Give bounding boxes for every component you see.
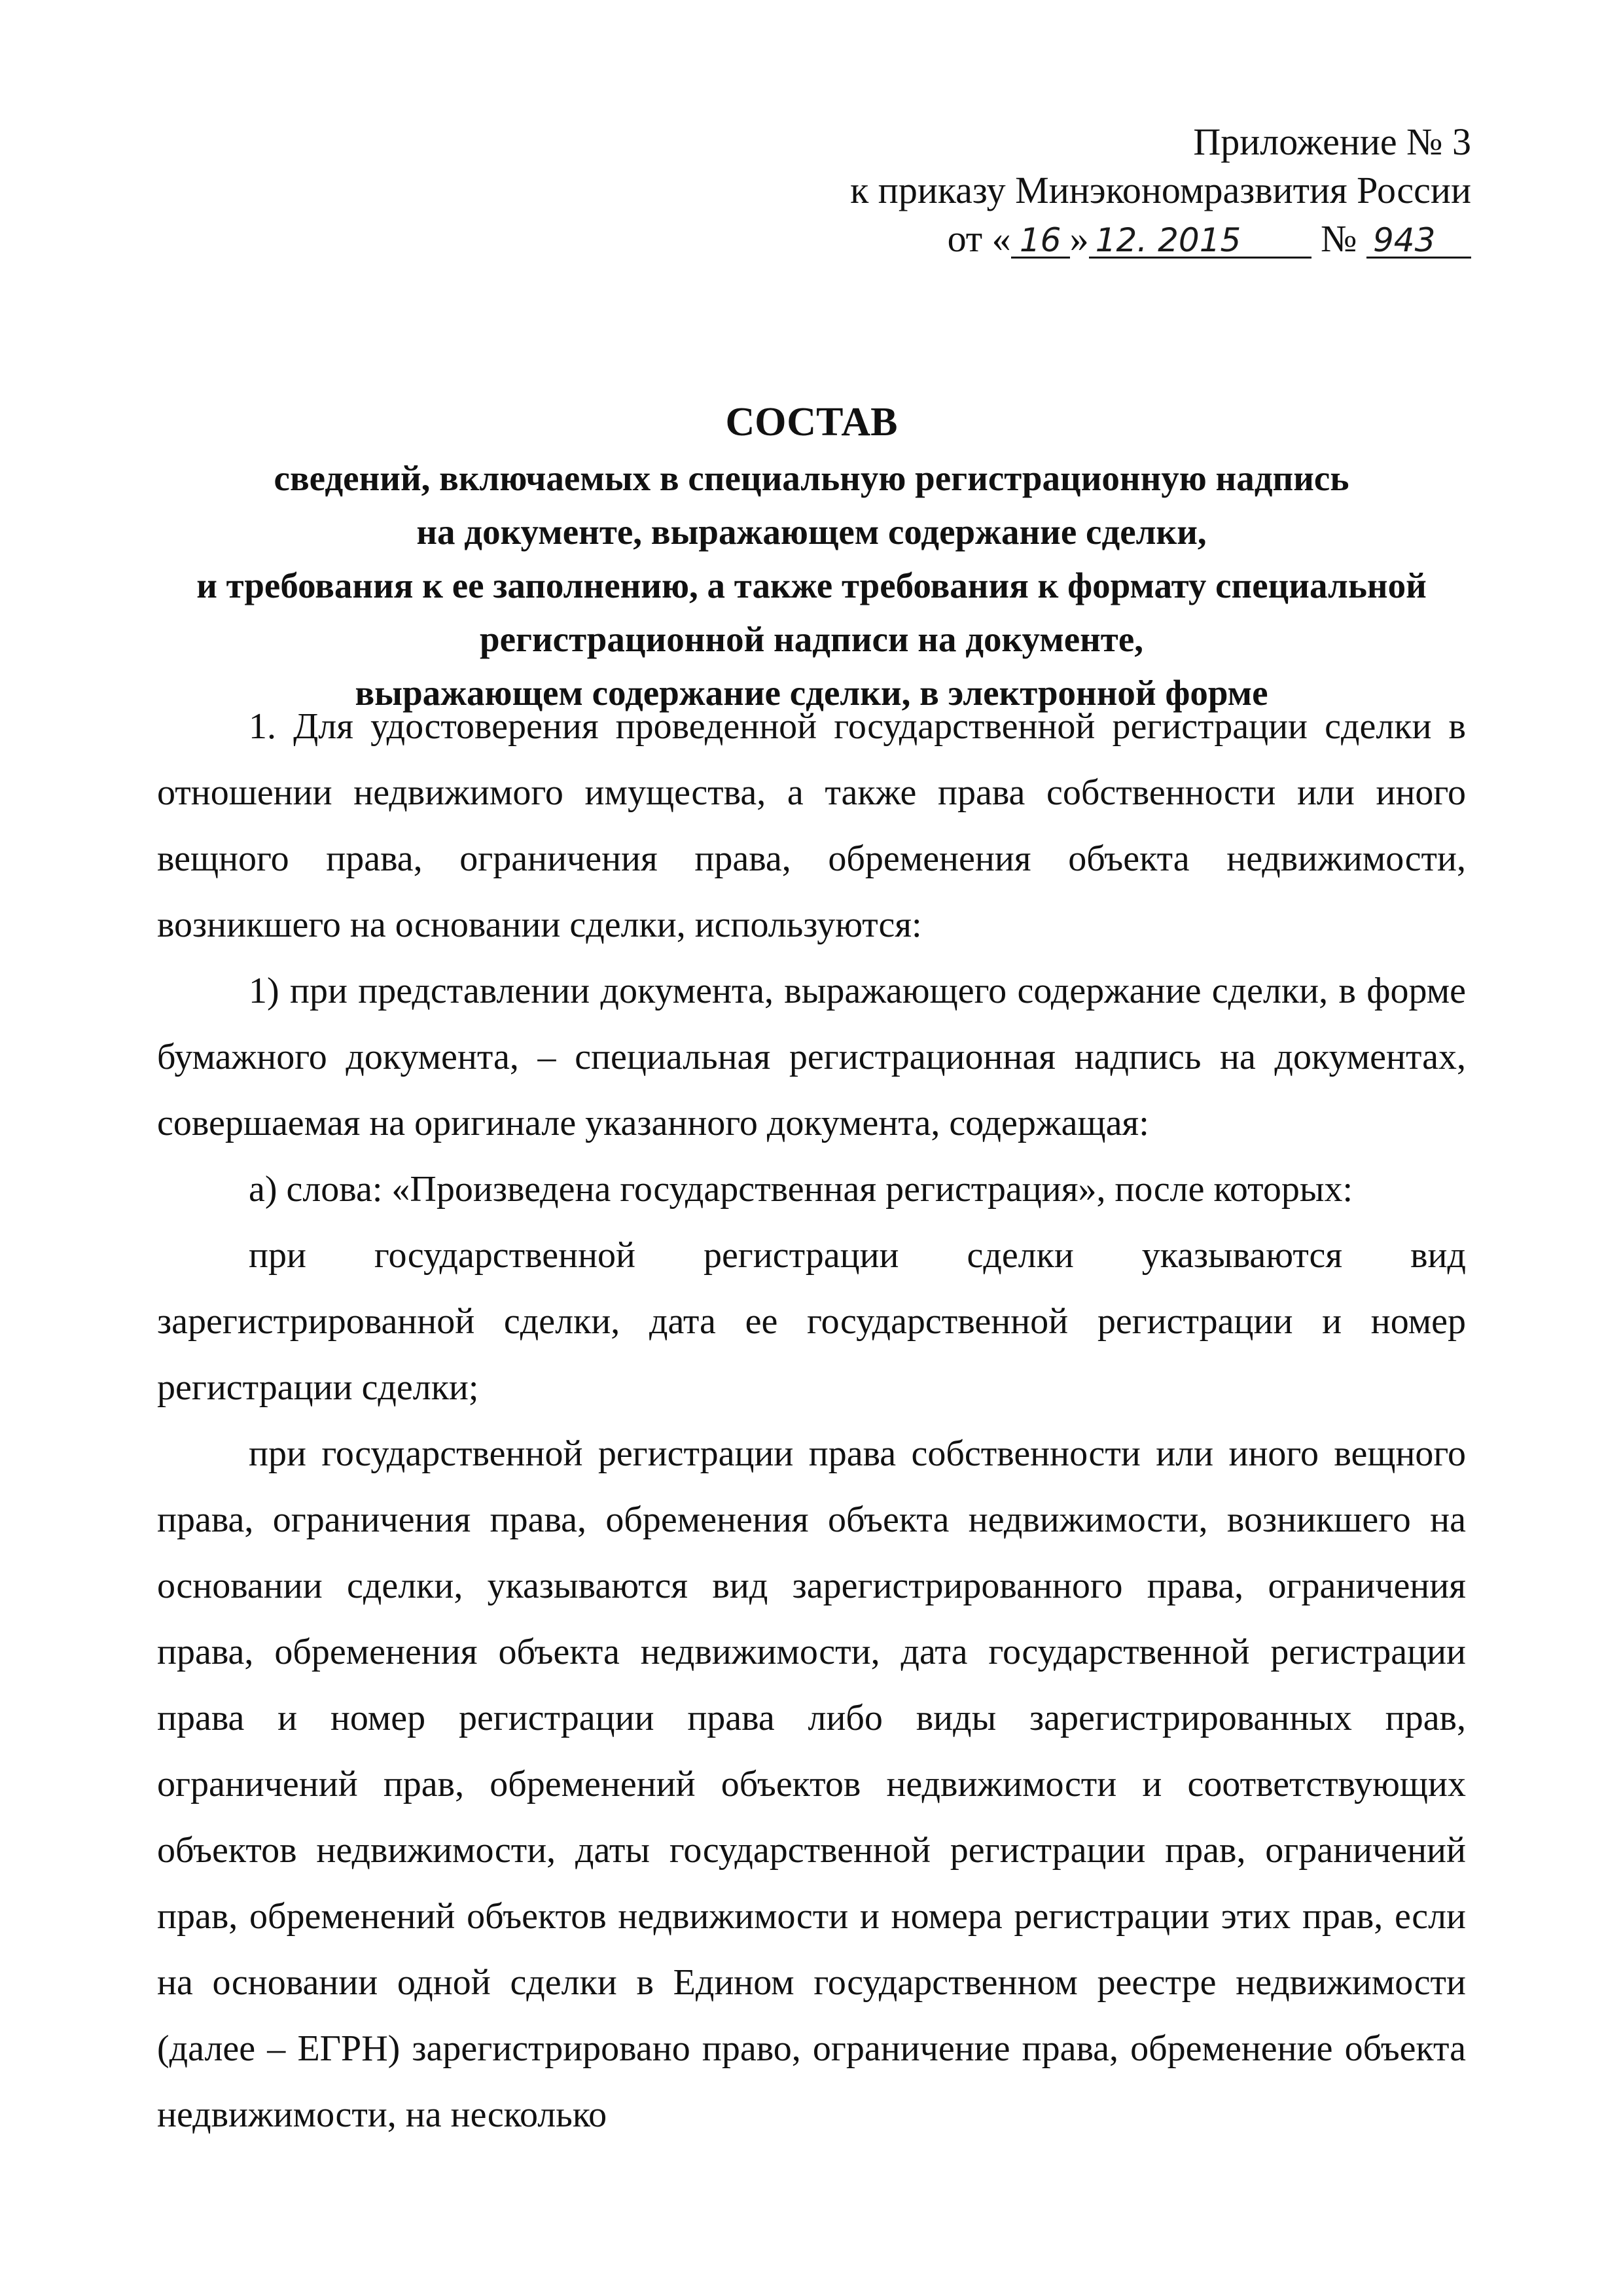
paragraph: при государственной регистрации права собственности или иного вещного права, ограничения права, обременения объекта недвижимости, возникшего на основании сделки, указываются вид зарегистрированного права, ограничения права, обременения объекта недвижимости, дата государственной регистрации права и номер регистрации права либо виды зарегистрированных прав, ограничений прав, обременений объектов недвижимости и соответствующих объектов недвижимости, даты государственной регистрации прав, ограничений прав, обременений объектов недвижимости и номера регистрации этих прав, если на основании одной сделки в Едином государственном реестре недвижимости (далее – ЕГРН) зарегистрировано право, ограничение права, обременение объекта недвижимости, на несколько [157,1433,1466,2135]
title-main: СОСТАВ [725,400,898,444]
order-date-line [850,215,1471,263]
date-mid: » [1069,217,1089,260]
handwritten-number: 943 [1366,224,1471,259]
handwritten-date: 12. 2015 [1089,224,1311,259]
paragraph: 1) при представлении документа, выражающего содержание сделки, в форме бумажного документа, – специальная регистрационная надпись на документах, совершаемая на оригинале указанного документа, содержащая: [157,971,1466,1143]
date-prefix: от « [947,217,1011,260]
document-body [157,694,1466,2148]
subtitle-line: выражающем содержание сделки, в электронной форме [355,673,1268,713]
appendix-number: Приложение № 3 [1193,120,1471,163]
title-subtitle [131,452,1492,720]
paragraph: 1. Для удостоверения проведенной государственной регистрации сделки в отношении недвижимого имущества, а также права собственности или иного вещного права, ограничения права, обременения объекта недвижимости, возникшего на основании сделки, используются: [157,706,1466,945]
paragraph: при государственной регистрации сделки указываются вид зарегистрированной сделки, дата ее государственной регистрации и номер регистрации сделки; [157,1235,1466,1408]
paragraph: а) слова: «Произведена государственная регистрация», после которых: [249,1169,1353,1210]
document-title [131,393,1492,720]
handwritten-day: 16 [1011,224,1070,259]
subtitle-line: сведений, включаемых в специальную регистрационную надпись [274,458,1349,498]
number-label: № [1321,217,1357,260]
subtitle-line: и требования к ее заполнению, а также требования к формату специальной [196,565,1427,605]
subtitle-line: регистрационной надписи на документе, [480,619,1143,659]
subtitle-line: на документе, выражающем содержание сделки, [416,512,1207,552]
appendix-header [850,118,1471,263]
order-reference: к приказу Минэкономразвития России [850,169,1471,211]
